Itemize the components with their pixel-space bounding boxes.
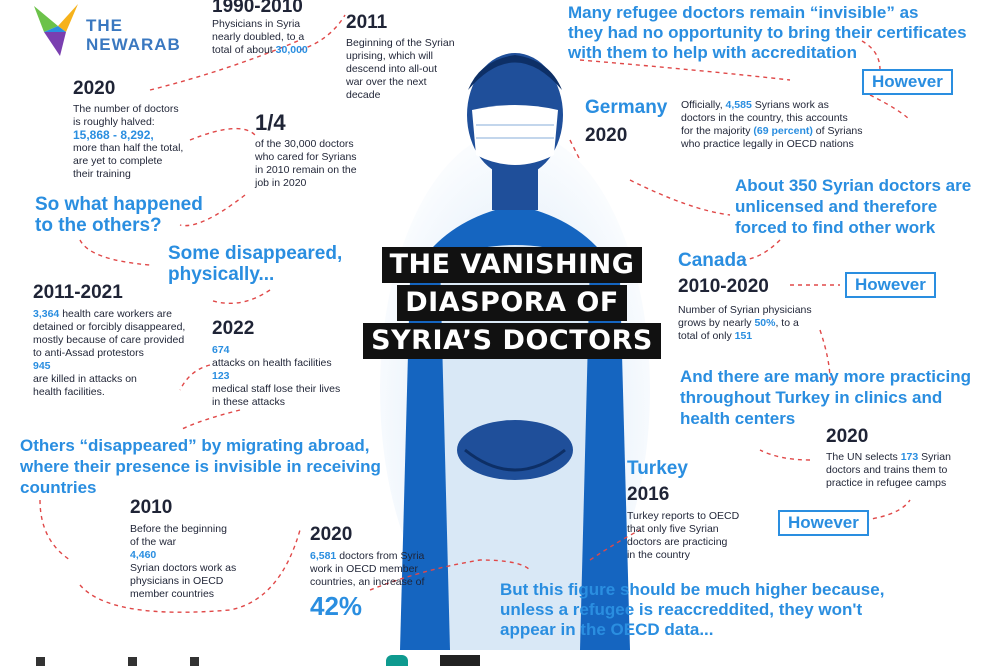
text-line: doctors are practicing bbox=[627, 536, 728, 548]
block-un-2020 bbox=[826, 426, 986, 490]
text-line: who practice legally in OECD nations bbox=[681, 138, 854, 150]
block-2011 bbox=[346, 12, 486, 102]
heading-line: About 350 Syrian doctors are bbox=[735, 176, 972, 195]
text-line: medical staff lose their lives bbox=[212, 383, 341, 395]
body-text bbox=[627, 510, 777, 562]
block-2011-2021 bbox=[33, 282, 213, 399]
physicians-number: 30,000 bbox=[275, 44, 308, 56]
text-line: practice in refugee camps bbox=[826, 477, 947, 489]
text-line: attacks on health facilities bbox=[212, 357, 332, 369]
body-text bbox=[826, 451, 986, 490]
text-line: Beginning of the Syrian bbox=[346, 37, 455, 49]
heading-line: unless a refugee is reaccreddited, they won't bbox=[500, 600, 863, 619]
text-line: member countries bbox=[130, 588, 215, 600]
detained-number: 3,364 bbox=[33, 308, 60, 320]
year-label: 1990-2010 bbox=[212, 0, 303, 17]
text-line: physicians in OECD bbox=[130, 575, 224, 587]
year-label: 2020 bbox=[585, 125, 628, 146]
heading-what-happened bbox=[35, 194, 203, 236]
text-line: Physicians in Syria bbox=[212, 18, 301, 30]
text-line: of the 30,000 doctors bbox=[255, 138, 354, 150]
heading-line: Many refugee doctors remain “invisible” as bbox=[568, 3, 919, 22]
block-canada bbox=[678, 250, 848, 343]
heading-line: physically... bbox=[168, 264, 275, 285]
text-line bbox=[33, 308, 213, 321]
text-line: of the war bbox=[130, 536, 177, 548]
un-number: 173 bbox=[900, 451, 919, 463]
heading-line: Others “disappeared” by migrating abroad, bbox=[20, 436, 370, 455]
logo-text-newarab: NEWARAB bbox=[86, 35, 181, 54]
text-line bbox=[212, 44, 342, 57]
text-line: that only five Syrian bbox=[627, 523, 719, 535]
text-line: Before the beginning bbox=[130, 523, 227, 535]
block-1990-2010 bbox=[212, 0, 342, 57]
year-label: 2010 bbox=[130, 497, 173, 518]
oecd-doctors-number: 6,581 bbox=[310, 550, 337, 562]
heading-turkey-more bbox=[680, 366, 971, 429]
text-line: doctors in the country, this accounts bbox=[681, 112, 848, 124]
block-2020-oecd bbox=[310, 524, 470, 622]
text-line bbox=[681, 125, 891, 138]
footer-bar bbox=[0, 655, 1000, 666]
country-label: Turkey bbox=[627, 458, 688, 479]
however-box-2: However bbox=[845, 272, 936, 298]
heading-disappeared bbox=[168, 243, 342, 285]
text-line: war over the next bbox=[346, 76, 427, 88]
main-title bbox=[352, 247, 672, 359]
facebook-icon bbox=[36, 657, 45, 666]
heading-line: Some disappeared, bbox=[168, 243, 343, 264]
staff-lost-number: 123 bbox=[212, 370, 230, 382]
title-line-1: THE VANISHING bbox=[382, 247, 643, 283]
logo bbox=[30, 2, 181, 58]
text-span: health care workers are bbox=[59, 308, 172, 320]
text-line bbox=[678, 317, 848, 330]
germany-number: 4,585 bbox=[725, 99, 752, 111]
killed-number: 945 bbox=[33, 360, 51, 372]
text-span: Syrians work as bbox=[751, 99, 829, 111]
heading-higher bbox=[500, 580, 884, 640]
text-line: descend into all-out bbox=[346, 63, 438, 75]
heading-line: So what happened bbox=[35, 194, 203, 215]
heading-line: where their presence is invisible in receiving bbox=[20, 457, 381, 476]
body-text bbox=[255, 138, 385, 190]
country-label: Canada bbox=[678, 250, 747, 271]
text-line: The number of doctors bbox=[73, 103, 179, 115]
text-line: is roughly halved: bbox=[73, 116, 155, 128]
text-line: health facilities. bbox=[33, 386, 105, 398]
heading-unlicensed bbox=[735, 175, 971, 238]
heading-line: to the others? bbox=[35, 215, 162, 236]
text-line: more than half the total, bbox=[73, 142, 184, 154]
block-2020-halved bbox=[73, 78, 233, 181]
text-line: in the country bbox=[627, 549, 691, 561]
fraction-label: 1/4 bbox=[255, 110, 286, 135]
heading-line: forced to find other work bbox=[735, 218, 936, 237]
body-text bbox=[130, 523, 270, 601]
year-label: 2016 bbox=[627, 484, 670, 505]
text-line bbox=[681, 99, 891, 112]
text-span: of Syrians bbox=[812, 125, 863, 137]
text-line: Syrian doctors work as bbox=[130, 562, 237, 574]
year-label: 2011-2021 bbox=[33, 282, 123, 303]
heading-line: But this figure should be much higher because, bbox=[500, 580, 885, 599]
heading-line: health centers bbox=[680, 409, 796, 428]
text-line: work in OECD member bbox=[310, 563, 418, 575]
text-line: nearly doubled, to a bbox=[212, 31, 305, 43]
text-span: for the majority bbox=[681, 125, 754, 137]
title-line-3: SYRIA’S DOCTORS bbox=[363, 323, 661, 359]
heading-line: appear in the OECD data... bbox=[500, 620, 714, 639]
text-line: uprising, which will bbox=[346, 50, 433, 62]
attacks-number: 674 bbox=[212, 344, 230, 356]
heading-line: with them to help with accreditation bbox=[568, 43, 858, 62]
text-line: Turkey reports to OECD bbox=[627, 510, 740, 522]
year-label: 2020 bbox=[73, 78, 116, 99]
text-line: in these attacks bbox=[212, 396, 285, 408]
block-turkey bbox=[627, 458, 777, 562]
body-text bbox=[678, 304, 848, 343]
text-line: doctors and trains them to bbox=[826, 464, 948, 476]
text-span: Officially, bbox=[681, 99, 726, 111]
block-2022 bbox=[212, 318, 372, 409]
text-line: are yet to complete bbox=[73, 155, 163, 167]
heading-line: they had no opportunity to bring their certificates bbox=[568, 23, 967, 42]
text-line: mostly because of care provided bbox=[33, 334, 185, 346]
germany-percent: (69 percent) bbox=[753, 125, 813, 137]
block-germany bbox=[585, 97, 885, 150]
text-span: , to a bbox=[775, 317, 799, 329]
year-label: 2020 bbox=[310, 524, 353, 545]
logo-text-the: THE bbox=[86, 16, 123, 35]
canada-number: 151 bbox=[734, 330, 753, 342]
text-line: Number of Syrian physicians bbox=[678, 304, 812, 316]
text-line: their training bbox=[73, 168, 131, 180]
twitter-icon bbox=[190, 657, 199, 666]
however-box-1: However bbox=[862, 69, 953, 95]
text-line: countries, an increase of bbox=[310, 576, 425, 588]
increase-percent: 42% bbox=[310, 591, 363, 621]
doctors-2010-number: 4,460 bbox=[130, 549, 157, 561]
heading-invisible bbox=[568, 3, 967, 63]
source-logo-icon bbox=[386, 655, 408, 666]
however-box-3: However bbox=[778, 510, 869, 536]
year-label: 2011 bbox=[346, 12, 388, 33]
text-span: doctors from Syria bbox=[336, 550, 425, 562]
body-text bbox=[310, 550, 470, 589]
heading-line: throughout Turkey in clinics and bbox=[680, 388, 943, 407]
heading-migrating bbox=[20, 435, 381, 498]
instagram-icon bbox=[128, 657, 137, 666]
block-quarter bbox=[255, 110, 385, 190]
canada-percent: 50% bbox=[754, 317, 776, 329]
text-line: detained or forcibly disappeared, bbox=[33, 321, 186, 333]
source-logo-icon-2 bbox=[440, 655, 480, 666]
text-line: in 2010 remain on the bbox=[255, 164, 357, 176]
text-line: decade bbox=[346, 89, 381, 101]
text-line bbox=[826, 451, 986, 464]
text-span: total of only bbox=[678, 330, 735, 342]
year-label: 2022 bbox=[212, 318, 255, 339]
text-line bbox=[310, 550, 470, 563]
heading-line: And there are many more practicing bbox=[680, 367, 971, 386]
text-line: job in 2020 bbox=[255, 177, 307, 189]
text-span: total of about bbox=[212, 44, 276, 56]
year-label: 2010-2020 bbox=[678, 276, 769, 297]
body-text bbox=[212, 18, 342, 57]
body-text bbox=[212, 344, 372, 409]
body-text bbox=[681, 99, 891, 151]
block-2010 bbox=[130, 497, 270, 601]
text-line: who cared for Syrians bbox=[255, 151, 357, 163]
logo-bird-icon bbox=[30, 2, 80, 58]
title-line-2: DIASPORA OF bbox=[397, 285, 627, 321]
heading-line: unlicensed and therefore bbox=[735, 197, 938, 216]
text-span: grows by nearly bbox=[678, 317, 755, 329]
body-text bbox=[346, 37, 486, 102]
text-line: are killed in attacks on bbox=[33, 373, 137, 385]
text-span: The UN selects bbox=[826, 451, 901, 463]
body-text bbox=[73, 103, 233, 181]
text-line: to anti-Assad protestors bbox=[33, 347, 144, 359]
year-label: 2020 bbox=[826, 426, 869, 447]
doctor-numbers: 15,868 - 8,292, bbox=[73, 128, 154, 142]
body-text bbox=[33, 308, 213, 399]
heading-line: countries bbox=[20, 478, 97, 497]
text-span: Syrian bbox=[918, 451, 951, 463]
text-line bbox=[678, 330, 848, 343]
country-label: Germany bbox=[585, 97, 668, 118]
